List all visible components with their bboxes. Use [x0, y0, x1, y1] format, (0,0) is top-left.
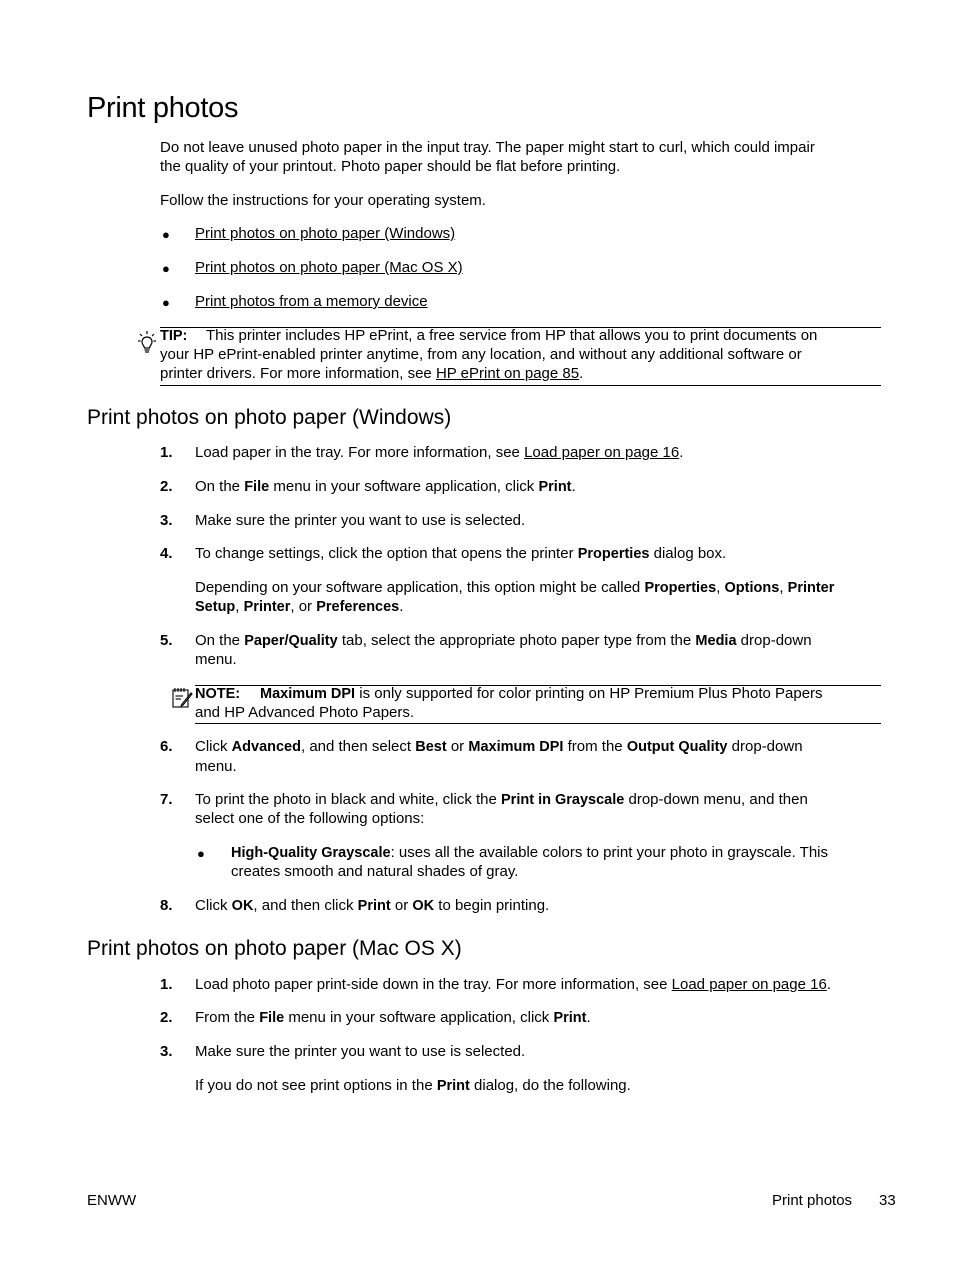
- link-memory-device[interactable]: Print photos from a memory device: [195, 293, 428, 310]
- win-step-4-detail-line-2: Setup, Printer, or Preferences.: [195, 598, 404, 615]
- bullet-icon: ●: [162, 295, 170, 310]
- step-number: 7.: [160, 791, 173, 808]
- intro-follow: Follow the instructions for your operating system.: [160, 192, 486, 209]
- win-step-8: Click OK, and then click Print or OK to begin printing.: [195, 897, 550, 914]
- lightbulb-icon: [135, 330, 159, 356]
- note-line-1: Maximum DPI is only supported for color printing on HP Premium Plus Photo Papers: [260, 685, 823, 702]
- step-number: 1.: [160, 444, 173, 461]
- win-step-3: Make sure the printer you want to use is selected.: [195, 512, 526, 529]
- win-step-7-option-line-2: creates smooth and natural shades of gray.: [231, 863, 519, 880]
- win-step-6-line-1: Click Advanced, and then select Best or Maximum DPI from the Output Quality drop-down: [195, 738, 803, 755]
- tip-bottom-rule: [160, 385, 881, 386]
- intro-line-2: the quality of your printout. Photo paper should be flat before printing.: [160, 158, 621, 175]
- page-title: Print photos: [87, 92, 239, 124]
- footer-page-number: 33: [879, 1192, 896, 1209]
- step-number: 1.: [160, 976, 173, 993]
- step-number: 8.: [160, 897, 173, 914]
- win-step-5-line-2: menu.: [195, 651, 237, 668]
- win-step-7-line-1: To print the photo in black and white, click the Print in Grayscale drop-down menu, and then: [195, 791, 808, 808]
- tip-line-2: your HP ePrint-enabled printer anytime, from any location, and without any additional software or: [160, 346, 802, 363]
- win-step-7-line-2: select one of the following options:: [195, 810, 425, 827]
- win-step-4: To change settings, click the option that opens the printer Properties dialog box.: [195, 545, 727, 562]
- step-number: 3.: [160, 512, 173, 529]
- note-label: NOTE:: [195, 686, 241, 702]
- mac-step-3-detail: If you do not see print options in the Print dialog, do the following.: [195, 1077, 631, 1094]
- step-number: 6.: [160, 738, 173, 755]
- footer-left: ENWW: [87, 1192, 137, 1209]
- win-step-2: On the File menu in your software application, click Print.: [195, 478, 576, 495]
- note-line-2: and HP Advanced Photo Papers.: [195, 704, 415, 721]
- link-hp-eprint[interactable]: HP ePrint on page 85: [435, 365, 580, 382]
- win-step-7-option-line-1: High-Quality Grayscale: uses all the available colors to print your photo in grayscale. This: [231, 844, 829, 861]
- link-load-paper[interactable]: Load paper on page 16: [671, 976, 827, 993]
- footer-section: Print photos: [772, 1192, 853, 1209]
- step-number: 3.: [160, 1043, 173, 1060]
- section-heading-windows: Print photos on photo paper (Windows): [87, 406, 452, 429]
- win-step-4-detail-line-1: Depending on your software application, this option might be called Properties, Options, Printer: [195, 579, 835, 596]
- mac-step-2: From the File menu in your software application, click Print.: [195, 1009, 591, 1026]
- bullet-icon: ●: [197, 846, 205, 861]
- note-icon: [170, 686, 194, 710]
- mac-step-3: Make sure the printer you want to use is selected.: [195, 1043, 526, 1060]
- tip-label: TIP:: [160, 328, 188, 344]
- step-number: 2.: [160, 1009, 173, 1026]
- link-load-paper[interactable]: Load paper on page 16: [524, 444, 680, 461]
- tip-line-1: This printer includes HP ePrint, a free service from HP that allows you to print documents on: [206, 327, 818, 344]
- step-number: 2.: [160, 478, 173, 495]
- note-bottom-rule: [195, 723, 881, 724]
- link-windows[interactable]: Print photos on photo paper (Windows): [195, 225, 456, 242]
- step-number: 4.: [160, 545, 173, 562]
- section-heading-mac: Print photos on photo paper (Mac OS X): [87, 937, 462, 960]
- win-step-5-line-1: On the Paper/Quality tab, select the appropriate photo paper type from the Media drop-down: [195, 632, 812, 649]
- bullet-icon: ●: [162, 261, 170, 276]
- link-mac[interactable]: Print photos on photo paper (Mac OS X): [195, 259, 463, 276]
- mac-step-1: Load photo paper print-side down in the tray. For more information, see Load paper on page 16.: [195, 976, 831, 993]
- intro-line-1: Do not leave unused photo paper in the input tray. The paper might start to curl, which could impair: [160, 139, 815, 156]
- win-step-6-line-2: menu.: [195, 758, 237, 775]
- step-number: 5.: [160, 632, 173, 649]
- tip-line-3: printer drivers. For more information, see HP ePrint on page 85.: [160, 365, 584, 382]
- bullet-icon: ●: [162, 227, 170, 242]
- win-step-1: Load paper in the tray. For more information, see Load paper on page 16.: [195, 444, 684, 461]
